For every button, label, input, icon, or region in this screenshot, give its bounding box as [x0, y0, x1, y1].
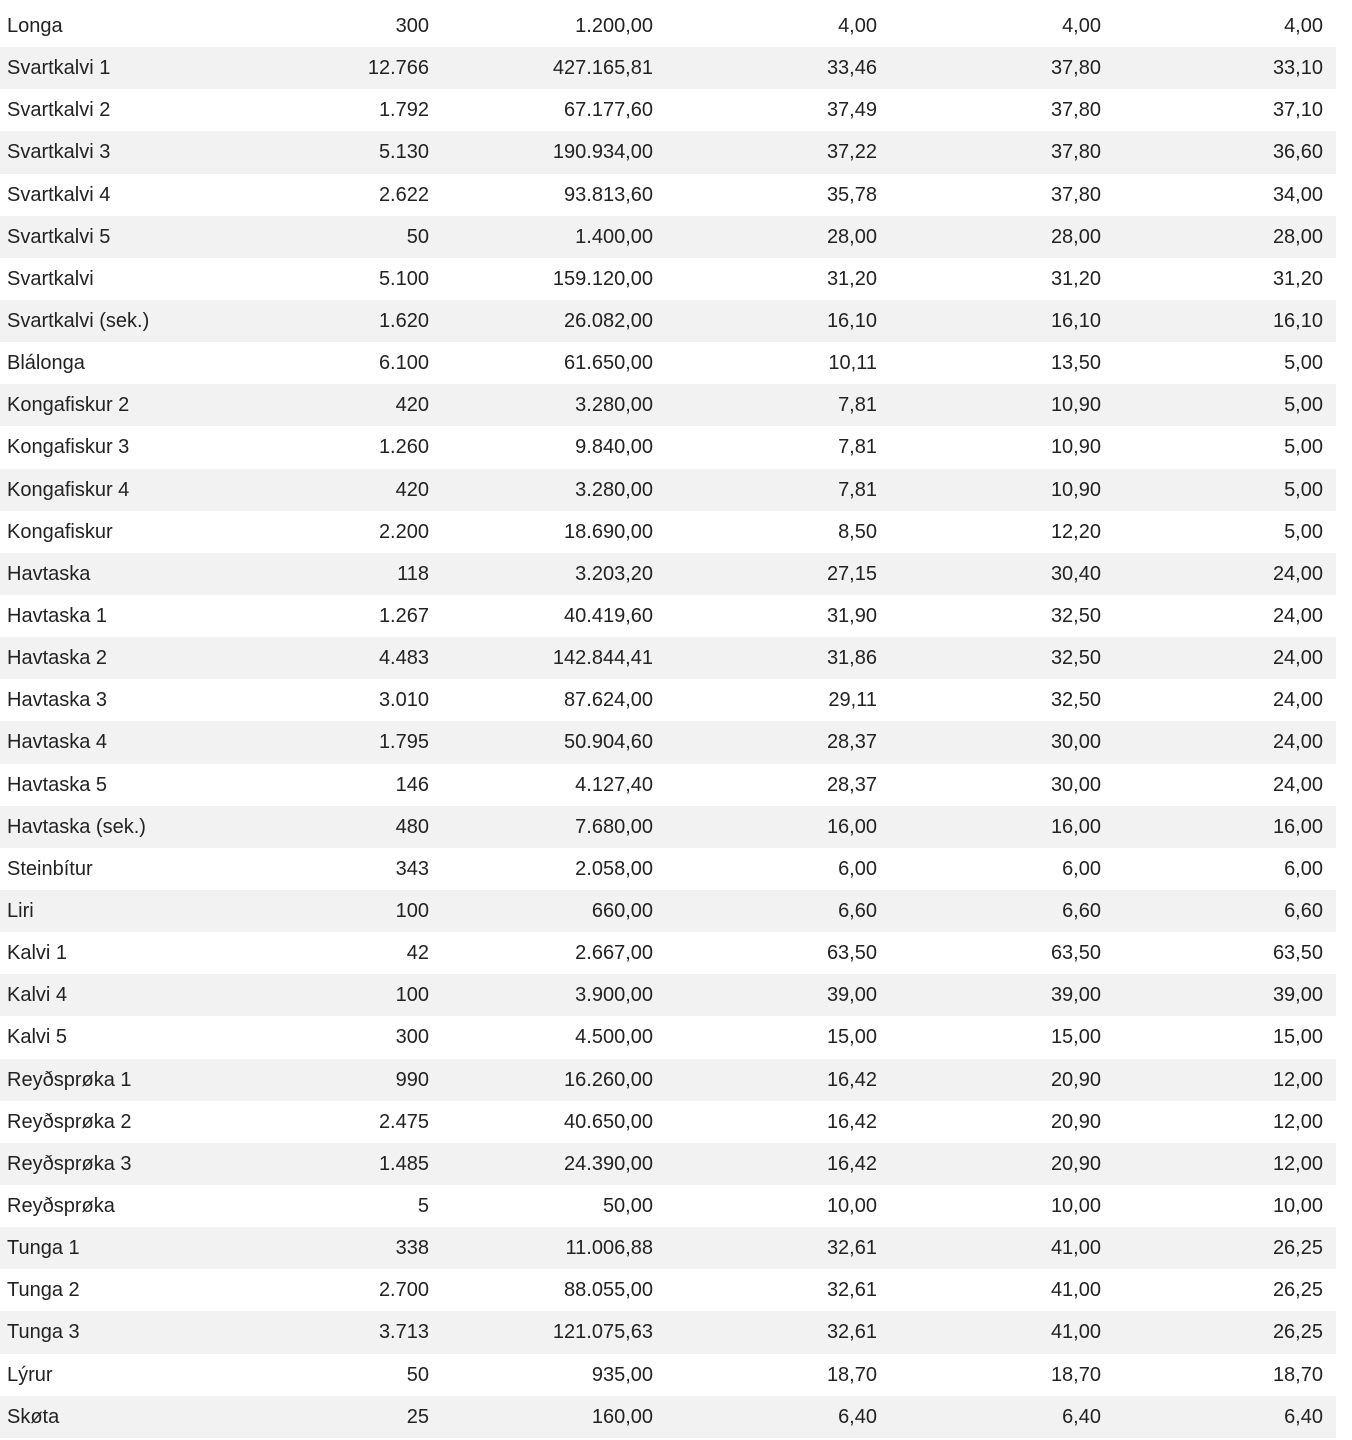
quantity-cell: 100: [395, 984, 429, 1007]
table-row: [0, 469, 1336, 511]
value-cell: 4.127,40: [575, 773, 653, 796]
species-name-cell: Tunga 1: [7, 1237, 80, 1260]
value-cell: 1.400,00: [575, 225, 653, 248]
table-row: [0, 932, 1336, 974]
min-price-cell: 5,00: [1284, 352, 1323, 375]
min-price-cell: 31,20: [1272, 267, 1323, 290]
min-price-cell: 33,10: [1272, 57, 1323, 80]
value-cell: 40.419,60: [564, 605, 653, 628]
table-row: [0, 1185, 1336, 1227]
max-price-cell: 10,90: [1050, 394, 1101, 417]
average-price-cell: 28,00: [826, 225, 877, 248]
min-price-cell: 16,00: [1272, 815, 1323, 838]
average-price-cell: 16,42: [826, 1068, 877, 1091]
table-row: [0, 1354, 1336, 1396]
value-cell: 3.280,00: [575, 478, 653, 501]
table-row: [0, 1143, 1336, 1185]
value-cell: 1.200,00: [575, 15, 653, 38]
table-row: [0, 511, 1336, 553]
min-price-cell: 16,10: [1272, 310, 1323, 333]
min-price-cell: 10,00: [1272, 1195, 1323, 1217]
average-price-cell: 27,15: [826, 562, 877, 585]
species-name-cell: Reyðsprøka 3: [7, 1152, 132, 1175]
min-price-cell: 26,25: [1272, 1237, 1323, 1260]
value-cell: 190.934,00: [552, 141, 653, 164]
min-price-cell: 63,50: [1272, 942, 1323, 965]
species-name-cell: Svartkalvi (sek.): [7, 310, 150, 333]
quantity-cell: 50: [406, 1363, 429, 1386]
average-price-cell: 10,00: [826, 1195, 877, 1217]
min-price-cell: 12,00: [1272, 1068, 1323, 1091]
min-price-cell: 28,00: [1272, 225, 1323, 248]
value-cell: 121.075,63: [552, 1321, 653, 1344]
quantity-cell: 12.766: [367, 57, 429, 80]
min-price-cell: 4,00: [1284, 15, 1323, 38]
table-row: [0, 1101, 1336, 1143]
average-price-cell: 16,00: [826, 815, 877, 838]
species-name-cell: Svartkalvi 2: [7, 99, 111, 122]
min-price-cell: 5,00: [1284, 436, 1323, 459]
quantity-cell: 2.475: [378, 1110, 429, 1133]
table-row: [0, 806, 1336, 848]
quantity-cell: 3.010: [378, 689, 429, 712]
table-row: [0, 342, 1336, 384]
max-price-cell: 6,00: [1062, 857, 1101, 880]
species-name-cell: Havtaska (sek.): [7, 815, 146, 838]
species-name-cell: Reyðsprøka 1: [7, 1068, 132, 1091]
max-price-cell: 16,10: [1050, 310, 1101, 333]
value-cell: 26.082,00: [564, 310, 653, 333]
value-cell: 18.690,00: [564, 520, 653, 543]
value-cell: 2.667,00: [575, 942, 653, 965]
table-row: [0, 974, 1336, 1016]
min-price-cell: 5,00: [1284, 520, 1323, 543]
species-name-cell: Havtaska 1: [7, 605, 108, 628]
table-row: [0, 300, 1336, 342]
average-price-cell: 15,00: [826, 1026, 877, 1049]
species-name-cell: Kongafiskur 3: [7, 436, 130, 459]
average-price-cell: 7,81: [838, 394, 877, 417]
max-price-cell: 41,00: [1050, 1321, 1101, 1344]
average-price-cell: 28,37: [826, 773, 877, 796]
max-price-cell: 41,00: [1050, 1279, 1101, 1302]
value-cell: 4.500,00: [575, 1026, 653, 1049]
quantity-cell: 1.260: [378, 436, 429, 459]
quantity-cell: 5.100: [378, 267, 429, 290]
max-price-cell: 13,50: [1050, 352, 1101, 375]
value-cell: 427.165,81: [552, 57, 653, 80]
value-cell: 935,00: [591, 1363, 653, 1386]
table-row: [0, 47, 1336, 89]
species-name-cell: Lýrur: [7, 1363, 53, 1386]
table-row: [0, 637, 1336, 679]
average-price-cell: 10,11: [828, 352, 877, 375]
quantity-cell: 420: [395, 394, 429, 417]
quantity-cell: 420: [395, 478, 429, 501]
quantity-cell: 1.485: [378, 1152, 429, 1175]
max-price-cell: 30,00: [1050, 731, 1101, 754]
species-name-cell: Kalvi 4: [7, 984, 68, 1007]
min-price-cell: 24,00: [1272, 773, 1323, 796]
quantity-cell: 118: [397, 562, 429, 585]
min-price-cell: 37,10: [1272, 99, 1323, 122]
quantity-cell: 2.200: [378, 520, 429, 543]
value-cell: 88.055,00: [564, 1279, 653, 1302]
max-price-cell: 32,50: [1050, 647, 1101, 670]
quantity-cell: 300: [395, 15, 429, 38]
max-price-cell: 16,00: [1050, 815, 1101, 838]
species-name-cell: Kongafiskur 2: [7, 394, 130, 417]
value-cell: 87.624,00: [564, 689, 653, 712]
quantity-cell: 338: [395, 1237, 429, 1260]
quantity-cell: 5: [417, 1195, 429, 1217]
max-price-cell: 30,40: [1050, 562, 1101, 585]
species-name-cell: Blálonga: [7, 352, 85, 375]
average-price-cell: 31,20: [826, 267, 877, 290]
max-price-cell: 63,50: [1050, 942, 1101, 965]
quantity-cell: 1.620: [378, 310, 429, 333]
average-price-cell: 16,10: [826, 310, 877, 333]
max-price-cell: 31,20: [1050, 267, 1101, 290]
table-row: [0, 131, 1336, 173]
price-table-body: [0, 5, 1336, 1438]
species-name-cell: Havtaska 5: [7, 773, 108, 796]
value-cell: 160,00: [591, 1405, 653, 1428]
table-row: [0, 1396, 1336, 1438]
table-row: [0, 216, 1336, 258]
table-row: [0, 1269, 1336, 1311]
max-price-cell: 32,50: [1050, 689, 1101, 712]
value-cell: 24.390,00: [564, 1152, 653, 1175]
average-price-cell: 39,00: [826, 984, 877, 1007]
average-price-cell: 32,61: [826, 1237, 877, 1260]
quantity-cell: 2.700: [378, 1279, 429, 1302]
min-price-cell: 6,00: [1284, 857, 1323, 880]
max-price-cell: 37,80: [1050, 183, 1101, 206]
species-name-cell: Kalvi 5: [7, 1026, 68, 1049]
species-name-cell: Liri: [7, 900, 34, 923]
average-price-cell: 7,81: [838, 478, 877, 501]
max-price-cell: 6,40: [1062, 1405, 1101, 1428]
value-cell: 50.904,60: [564, 731, 653, 754]
min-price-cell: 26,25: [1272, 1279, 1323, 1302]
average-price-cell: 7,81: [838, 436, 877, 459]
value-cell: 159.120,00: [552, 267, 653, 290]
table-row: [0, 848, 1336, 890]
max-price-cell: 39,00: [1050, 984, 1101, 1007]
quantity-cell: 343: [395, 857, 429, 880]
max-price-cell: 37,80: [1050, 57, 1101, 80]
max-price-cell: 10,90: [1050, 478, 1101, 501]
value-cell: 61.650,00: [564, 352, 653, 375]
max-price-cell: 30,00: [1050, 773, 1101, 796]
max-price-cell: 20,90: [1050, 1110, 1101, 1133]
species-name-cell: Tunga 3: [7, 1321, 80, 1344]
species-name-cell: Svartkalvi 5: [7, 225, 111, 248]
table-row: [0, 426, 1336, 468]
max-price-cell: 41,00: [1050, 1237, 1101, 1260]
table-row: [0, 1059, 1336, 1101]
value-cell: 3.900,00: [575, 984, 653, 1007]
max-price-cell: 10,90: [1050, 436, 1101, 459]
average-price-cell: 6,00: [838, 857, 877, 880]
min-price-cell: 34,00: [1272, 183, 1323, 206]
quantity-cell: 42: [406, 942, 429, 965]
species-name-cell: Svartkalvi 4: [7, 183, 111, 206]
min-price-cell: 36,60: [1272, 141, 1323, 164]
quantity-cell: 146: [395, 773, 429, 796]
average-price-cell: 37,22: [826, 141, 877, 164]
quantity-cell: 2.622: [378, 183, 429, 206]
value-cell: 16.260,00: [564, 1068, 653, 1091]
average-price-cell: 37,49: [826, 99, 877, 122]
max-price-cell: 15,00: [1050, 1026, 1101, 1049]
species-name-cell: Tunga 2: [7, 1279, 80, 1302]
average-price-cell: 32,61: [826, 1279, 877, 1302]
value-cell: 9.840,00: [575, 436, 653, 459]
quantity-cell: 4.483: [378, 647, 429, 670]
min-price-cell: 24,00: [1272, 562, 1323, 585]
average-price-cell: 16,42: [826, 1110, 877, 1133]
species-name-cell: Havtaska: [7, 562, 91, 585]
table-row: [0, 174, 1336, 216]
table-row: [0, 1227, 1336, 1269]
species-name-cell: Kongafiskur 4: [7, 478, 130, 501]
species-name-cell: Reyðsprøka: [7, 1195, 115, 1217]
value-cell: 93.813,60: [564, 183, 653, 206]
table-row: [0, 553, 1336, 595]
average-price-cell: 6,40: [838, 1405, 877, 1428]
species-name-cell: Kongafiskur: [7, 520, 113, 543]
average-price-cell: 6,60: [838, 900, 877, 923]
value-cell: 142.844,41: [552, 647, 653, 670]
min-price-cell: 24,00: [1272, 605, 1323, 628]
species-name-cell: Longa: [7, 15, 63, 38]
min-price-cell: 6,60: [1284, 900, 1323, 923]
quantity-cell: 990: [395, 1068, 429, 1091]
species-name-cell: Skøta: [7, 1405, 60, 1428]
average-price-cell: 63,50: [826, 942, 877, 965]
max-price-cell: 12,20: [1050, 520, 1101, 543]
quantity-cell: 50: [406, 225, 429, 248]
quantity-cell: 1.795: [378, 731, 429, 754]
value-cell: 3.203,20: [575, 562, 653, 585]
min-price-cell: 26,25: [1272, 1321, 1323, 1344]
value-cell: 67.177,60: [564, 99, 653, 122]
min-price-cell: 18,70: [1272, 1363, 1323, 1386]
price-table-container: [0, 5, 1336, 1438]
species-name-cell: Steinbítur: [7, 857, 93, 880]
table-row: [0, 5, 1336, 47]
min-price-cell: 24,00: [1272, 731, 1323, 754]
max-price-cell: 28,00: [1050, 225, 1101, 248]
species-name-cell: Kalvi 1: [7, 942, 68, 965]
min-price-cell: 12,00: [1272, 1152, 1323, 1175]
max-price-cell: 37,80: [1050, 141, 1101, 164]
quantity-cell: 480: [395, 815, 429, 838]
table-row: [0, 764, 1336, 806]
average-price-cell: 28,37: [826, 731, 877, 754]
average-price-cell: 8,50: [838, 520, 877, 543]
min-price-cell: 5,00: [1284, 478, 1323, 501]
table-row: [0, 384, 1336, 426]
min-price-cell: 12,00: [1272, 1110, 1323, 1133]
species-name-cell: Havtaska 2: [7, 647, 108, 670]
table-row: [0, 679, 1336, 721]
value-cell: 3.280,00: [575, 394, 653, 417]
average-price-cell: 31,90: [826, 605, 877, 628]
value-cell: 7.680,00: [575, 815, 653, 838]
max-price-cell: 10,00: [1050, 1195, 1101, 1217]
average-price-cell: 35,78: [826, 183, 877, 206]
max-price-cell: 20,90: [1050, 1068, 1101, 1091]
species-name-cell: Reyðsprøka 2: [7, 1110, 132, 1133]
table-row: [0, 89, 1336, 131]
species-name-cell: Svartkalvi 3: [7, 141, 111, 164]
average-price-cell: 18,70: [826, 1363, 877, 1386]
max-price-cell: 4,00: [1062, 15, 1101, 38]
species-name-cell: Havtaska 3: [7, 689, 108, 712]
species-name-cell: Havtaska 4: [7, 731, 108, 754]
value-cell: 660,00: [591, 900, 653, 923]
value-cell: 50,00: [602, 1195, 653, 1217]
max-price-cell: 18,70: [1050, 1363, 1101, 1386]
min-price-cell: 6,40: [1284, 1405, 1323, 1428]
max-price-cell: 32,50: [1050, 605, 1101, 628]
min-price-cell: 39,00: [1272, 984, 1323, 1007]
average-price-cell: 31,86: [826, 647, 877, 670]
quantity-cell: 25: [406, 1405, 429, 1428]
average-price-cell: 32,61: [826, 1321, 877, 1344]
max-price-cell: 6,60: [1062, 900, 1101, 923]
quantity-cell: 3.713: [378, 1321, 429, 1344]
table-row: [0, 1311, 1336, 1353]
quantity-cell: 300: [395, 1026, 429, 1049]
quantity-cell: 6.100: [378, 352, 429, 375]
value-cell: 2.058,00: [575, 857, 653, 880]
average-price-cell: 33,46: [826, 57, 877, 80]
table-row: [0, 1016, 1336, 1058]
value-cell: 11.006,88: [565, 1237, 653, 1260]
table-row: [0, 721, 1336, 763]
table-row: [0, 258, 1336, 300]
max-price-cell: 20,90: [1050, 1152, 1101, 1175]
min-price-cell: 24,00: [1272, 689, 1323, 712]
quantity-cell: 1.792: [378, 99, 429, 122]
table-row: [0, 595, 1336, 637]
price-table: [0, 5, 1336, 1438]
table-row: [0, 890, 1336, 932]
min-price-cell: 5,00: [1284, 394, 1323, 417]
min-price-cell: 24,00: [1272, 647, 1323, 670]
min-price-cell: 15,00: [1272, 1026, 1323, 1049]
max-price-cell: 37,80: [1050, 99, 1101, 122]
value-cell: 40.650,00: [564, 1110, 653, 1133]
species-name-cell: Svartkalvi: [7, 267, 94, 290]
quantity-cell: 100: [395, 900, 429, 923]
average-price-cell: 16,42: [826, 1152, 877, 1175]
quantity-cell: 1.267: [378, 605, 429, 628]
average-price-cell: 4,00: [838, 15, 877, 38]
quantity-cell: 5.130: [378, 141, 429, 164]
average-price-cell: 29,11: [828, 689, 877, 712]
species-name-cell: Svartkalvi 1: [7, 57, 111, 80]
